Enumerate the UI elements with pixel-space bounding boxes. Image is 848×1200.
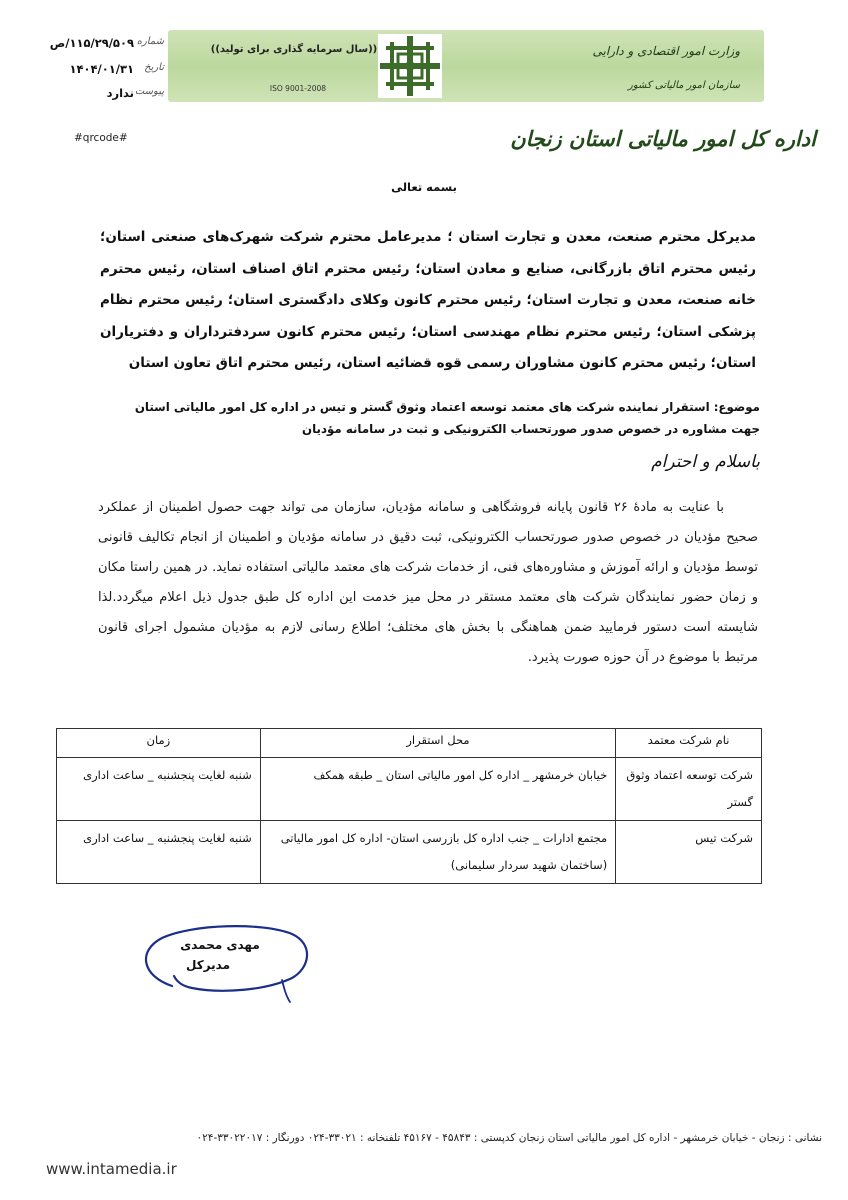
footer-contact: نشانی : زنجان - خیابان خرمشهر - اداره کل امور مالیاتی استان زنجان کدپستی : ۴۵۸۴۳ - ۴۵۱۶۷ تلفنخانه : ۳۳۰۲۱-۰۲۴ دورنگار : ۳۳۰۲۲۰۱۷-۰۲۴: [196, 1132, 822, 1144]
table-cell-company: شرکت تیس: [616, 821, 762, 884]
tax-organization-emblem-icon: [378, 34, 442, 98]
qrcode-placeholder: #qrcode#: [74, 132, 128, 144]
table-cell-location: خیابان خرمشهر _ اداره کل امور مالیاتی استان _ طبقه همکف: [260, 758, 615, 821]
addressee-block: مدیرکل محترم صنعت، معدن و تجارت استان ؛ مدیرعامل محترم شرکت شهرک‌های صنعتی استان؛ رئیس محترم اتاق بازرگانی، صنایع و معادن استان؛ رئیس محترم اتاق اصناف استان، رئیس محترم خانه صنعت، معدن و تجارت استان؛ رئیس محترم کانون وکلای دادگستری استان؛ رئیس محترم نظام پزشکی استان؛ رئیس محترم نظام مهندسی استان؛ رئیس محترم کانون سردفترداران و دفتریاران استان؛ رئیس محترم کانون مشاوران رسمی قوه قضائیه استان، رئیس محترم اتاق تعاون استان: [100, 229, 756, 371]
letter-number-row: [14, 36, 164, 54]
letter-date-row: [14, 62, 164, 80]
signatory-title: مدیرکل: [185, 958, 231, 972]
letter-date-label: تاریخ: [144, 62, 164, 73]
letter-attachment-value: ندارد: [106, 86, 134, 100]
letter-attachment-row: [14, 86, 164, 104]
year-slogan: ((سال سرمایه گذاری برای تولید)): [210, 44, 378, 55]
website-link[interactable]: www.intamedia.ir: [46, 1160, 177, 1178]
letter-attachment-label: پیوست: [134, 86, 164, 97]
organization-name: سازمان امور مالیاتی کشور: [628, 80, 740, 91]
office-title: اداره کل امور مالیاتی استان زنجان: [510, 126, 816, 151]
subject-line: موضوع: استقرار نماینده شرکت های معتمد توسعه اعتماد وثوق گستر و تیس در اداره کل امور مالیاتی استان جهت مشاوره در خصوص صدور صورتحساب الکترونیکی و ثبت در سامانه مؤدیان: [134, 400, 760, 436]
table-header-row: [57, 729, 762, 758]
ministry-name: وزارت امور اقتصادی و دارایی: [592, 44, 740, 58]
table-row: [57, 758, 762, 821]
table-cell-location: مجتمع ادارات _ جنب اداره کل بازرسی استان- اداره کل امور مالیاتی (ساختمان شهید سردار سلیمانی): [260, 821, 615, 884]
letter-number-label: شماره: [136, 36, 164, 47]
representatives-table: [56, 728, 762, 884]
letter-number-value: ۱۱۵/۲۹/۵۰۹/ص: [49, 36, 134, 50]
table-header-location: محل استقرار: [260, 729, 615, 758]
letter-body: با عنایت به مادهٔ ۲۶ قانون پایانه فروشگاهی و سامانه مؤدیان، سازمان می تواند جهت حصول اطمینان از عملکرد صحیح مؤدیان در خصوص صدور صورتحساب الکترونیکی، ثبت دقیق در سامانه مؤدیان و اطمینان از انجام تکالیف قانونی توسط مؤدیان و ارائه آموزش و مشاوره‌های فنی، از خدمات شرکت های معتمد مالیاتی استفاده نماید. در همین راستا مکان و زمان حضور نمایندگان شرکت های معتمد مستقر در محل میز خدمت این اداره کل طبق جدول ذیل اعلام میگردد.لذا شایسته است دستور فرمایید ضمن هماهنگی با بخش های مختلف؛ اطلاع رسانی لازم به مؤدیان مشمول اجرای قانون مرتبط با موضوع در آن حوزه صورت پذیرد.: [98, 500, 758, 665]
letterhead-banner: [168, 30, 764, 102]
iso-label: ISO 9001-2008: [269, 84, 327, 93]
table-cell-company: شرکت توسعه اعتماد وثوق گستر: [616, 758, 762, 821]
salutation: باسلام و احترام: [651, 452, 760, 472]
table-cell-time: شنبه لغایت پنجشنبه _ ساعت اداری: [57, 758, 261, 821]
letter-date-value: ۱۴۰۴/۰۱/۳۱: [69, 62, 134, 76]
signatory-name: مهدی محمدی: [180, 938, 260, 952]
table-header-company: نام شرکت معتمد: [616, 729, 762, 758]
table-header-time: زمان: [57, 729, 261, 758]
table-row: [57, 821, 762, 884]
table-cell-time: شنبه لغایت پنجشنبه _ ساعت اداری: [57, 821, 261, 884]
bismillah-heading: بسمه تعالی: [391, 180, 457, 194]
